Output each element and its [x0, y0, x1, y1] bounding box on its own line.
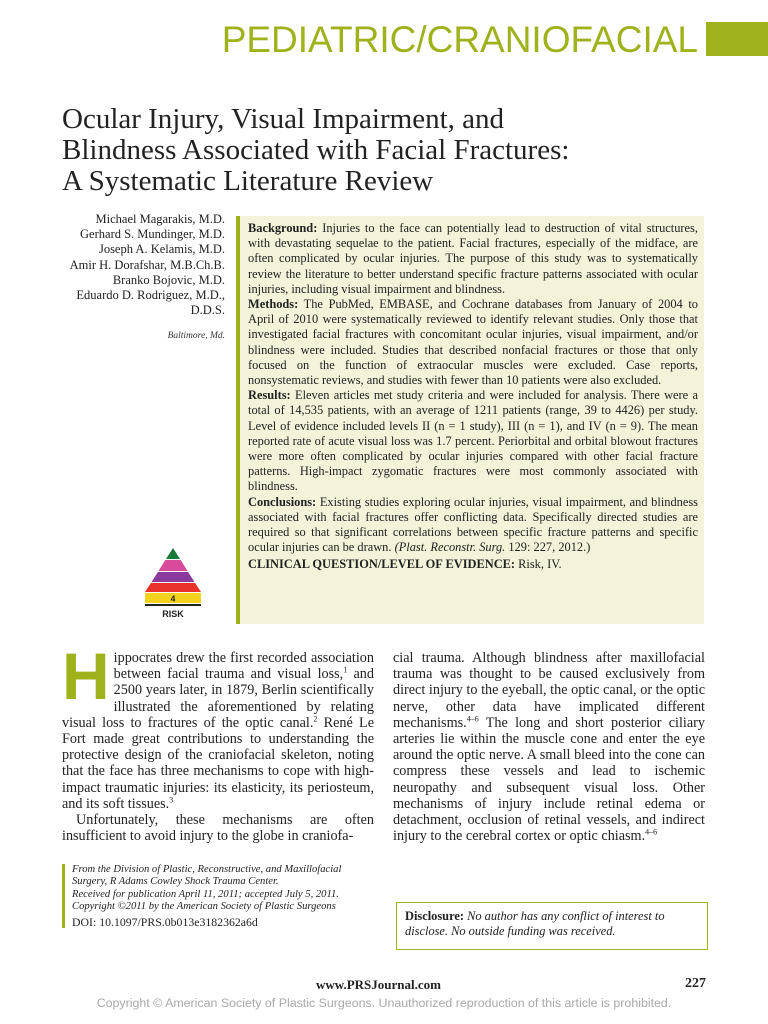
disclosure-text: No author has any conflict of interest to disclose. No outside funding was received. — [405, 909, 665, 938]
body-paragraph: Hippocrates drew the first recorded association between facial trauma and visual loss,$^1$ and 2500 years later, in 1879, Berlin scientifically illustrated the aforementioned by relating visual loss to fractures of the optic canal.$^2$ René Le Fort made great contributions to understanding the protective design of the craniofacial skeleton, noting that the face has three mechanisms to cope with high-impact traumatic injuries: its elasticity, its periosteum, and its soft tissues.$^3$ — [62, 639, 374, 812]
abstract-methods: Methods: The PubMed, EMBASE, and Cochrane databases from January of 2004 to April of 2010 were systematically reviewed to identify relevant studies. Only those that investigated facial fractures with concomitant ocular injuries, visual impairment, and/or blindness were included. Studies that described nonfacial fractures or those that only focused on the function of extraocular muscles were excluded. Case reports, nonsystematic reviews, and studies with fewer than 10 patients were also excluded. — [248, 297, 698, 388]
abstract-results-label: Results: — [248, 388, 291, 403]
body-column-right — [393, 650, 705, 844]
author: Branko Bojovic, M.D. — [112, 272, 225, 287]
drop-cap: H — [62, 639, 110, 713]
abstract-results: Results: Eleven articles met study criteria and were included for analysis. There were a total of 14,535 patients, with an average of 1211 patients (range, 39 to 4426) per study. Level of evidence included levels II (n = 1 study), III (n = 1), and IV (n = 9). The mean reported rate of acute visual loss was 1.7 percent. Periorbital and orbital blowout fractures were more often complicated by ocular injuries compared with other facial fracture patterns. High-impact zygomatic fractures were most commonly associated with blindness. — [248, 388, 699, 494]
article-footnote — [62, 864, 378, 928]
section-label: PEDIATRIC/CRANIOFACIAL — [221, 18, 698, 60]
author: Gerhard S. Mundinger, M.D. — [80, 227, 225, 242]
author: Amir H. Dorafshar, M.B.Ch.B. — [69, 257, 225, 272]
abstract-conclusions-label: Conclusions: — [248, 494, 317, 509]
pyramid-label: RISK — [162, 609, 184, 619]
body-paragraph: cial trauma. Although blindness after maxillofacial trauma was thought to be caused exclusively from direct injury to the eyeball, the optic canal, or the optic nerve, other data have implicated different mechanisms.$^{4-6}$ The long and short posterior ciliary arteries lie within the muscle cone and enter the eye around the optic nerve. A small bleed into the cone can compress these vessels and lead to ischemic neuropathy and subsequent visual loss. Other mechanisms of injury include retinal edema or detachment, occlusion of retinal vessels, and indirect injury to the cerebral cortex or optic chiasm.$^{4-6}$ — [393, 650, 705, 845]
disclosure-label: Disclosure: — [405, 909, 464, 923]
pyramid-base — [145, 604, 201, 606]
abstract-background: Background: Injuries to the face can potentially lead to destruction of vital structures, with devastating sequelae to the patient. Facial fractures, especially of the midface, are often complicated by ocular injuries. The purpose of this study was to systematically review the literature to better understand specific fracture patterns associated with ocular injuries, including visual impairment and blindness. — [248, 221, 698, 296]
ref-marker[interactable]: 2 — [313, 714, 318, 724]
ref-marker[interactable]: 4–6 — [645, 827, 658, 837]
clinical-question-label: CLINICAL QUESTION/LEVEL OF EVIDENCE: — [248, 557, 516, 572]
section-header — [222, 14, 768, 64]
ref-marker[interactable]: 1 — [343, 665, 348, 675]
abstract-methods-label: Methods: — [248, 297, 299, 312]
title-line-1: Ocular Injury, Visual Impairment, and — [62, 103, 504, 135]
author: D.D.S. — [190, 303, 225, 318]
journal-url-link[interactable]: www.PRSJournal.com — [316, 977, 441, 992]
evidence-pyramid-icon — [143, 546, 203, 624]
author: Eduardo D. Rodriguez, M.D., — [76, 288, 225, 303]
title-line-3: A Systematic Literature Review — [62, 165, 434, 197]
author-list — [5, 212, 225, 318]
doi-link[interactable]: DOI: 10.1097/PRS.0b013e3182362a6d — [72, 914, 258, 929]
page-number: 227 — [685, 976, 706, 991]
author: Joseph A. Kelamis, M.D. — [98, 242, 225, 257]
abstract-conclusions: Conclusions: Existing studies exploring ocular injuries, visual impairment, and blindness associated with facial fractures offer conflicting data. Specifically directed studies are required so that significant correlations between specific fracture patterns and specific ocular injuries can be drawn. (Plast. Reconstr. Surg. 129: 227, 2012.) — [248, 494, 698, 555]
clinical-question-value: Risk, IV. — [518, 557, 562, 572]
abstract-background-label: Background: — [248, 221, 318, 235]
section-bar — [706, 22, 768, 56]
pyramid-tier-2 — [159, 560, 188, 571]
body-column-left — [62, 639, 374, 845]
disclosure-box — [396, 902, 708, 950]
abstract-box — [236, 216, 704, 624]
citation-details: 129: 227, 2012.) — [508, 540, 591, 555]
ref-marker[interactable]: 4–6 — [466, 714, 479, 724]
author: Michael Magarakis, M.D. — [95, 212, 225, 226]
body-paragraph: Unfortunately, these mechanisms are often insufficient to avoid injury to the globe in craniofa- — [62, 812, 374, 845]
pyramid-level: 4 — [170, 593, 176, 604]
pyramid-tier-3 — [152, 572, 195, 582]
pyramid-tier-1 — [166, 548, 180, 559]
footnote-received: Received for publication April 11, 2011; accepted July 5, 2011. — [72, 888, 339, 900]
footnote-copyright: Copyright ©2011 by the American Society of Plastic Surgeons — [72, 901, 336, 913]
clinical-question — [248, 557, 698, 572]
citation-journal: (Plast. Reconstr. Surg. — [394, 540, 506, 555]
pyramid-tier-4 — [145, 583, 201, 592]
article-title — [62, 104, 702, 197]
ref-marker[interactable]: 3 — [169, 795, 174, 805]
copyright-notice: Copyright © American Society of Plastic Surgeons. Unauthorized reproduction of this article is prohibited. — [96, 996, 672, 1010]
title-line-2: Blindness Associated with Facial Fractures: — [62, 134, 570, 166]
author-affiliation: Baltimore, Md. — [167, 331, 225, 341]
footnote-from: From the Division of Plastic, Reconstructive, and Maxillofacial Surgery, R Adams Cowley Shock Trauma Center. — [72, 864, 342, 888]
